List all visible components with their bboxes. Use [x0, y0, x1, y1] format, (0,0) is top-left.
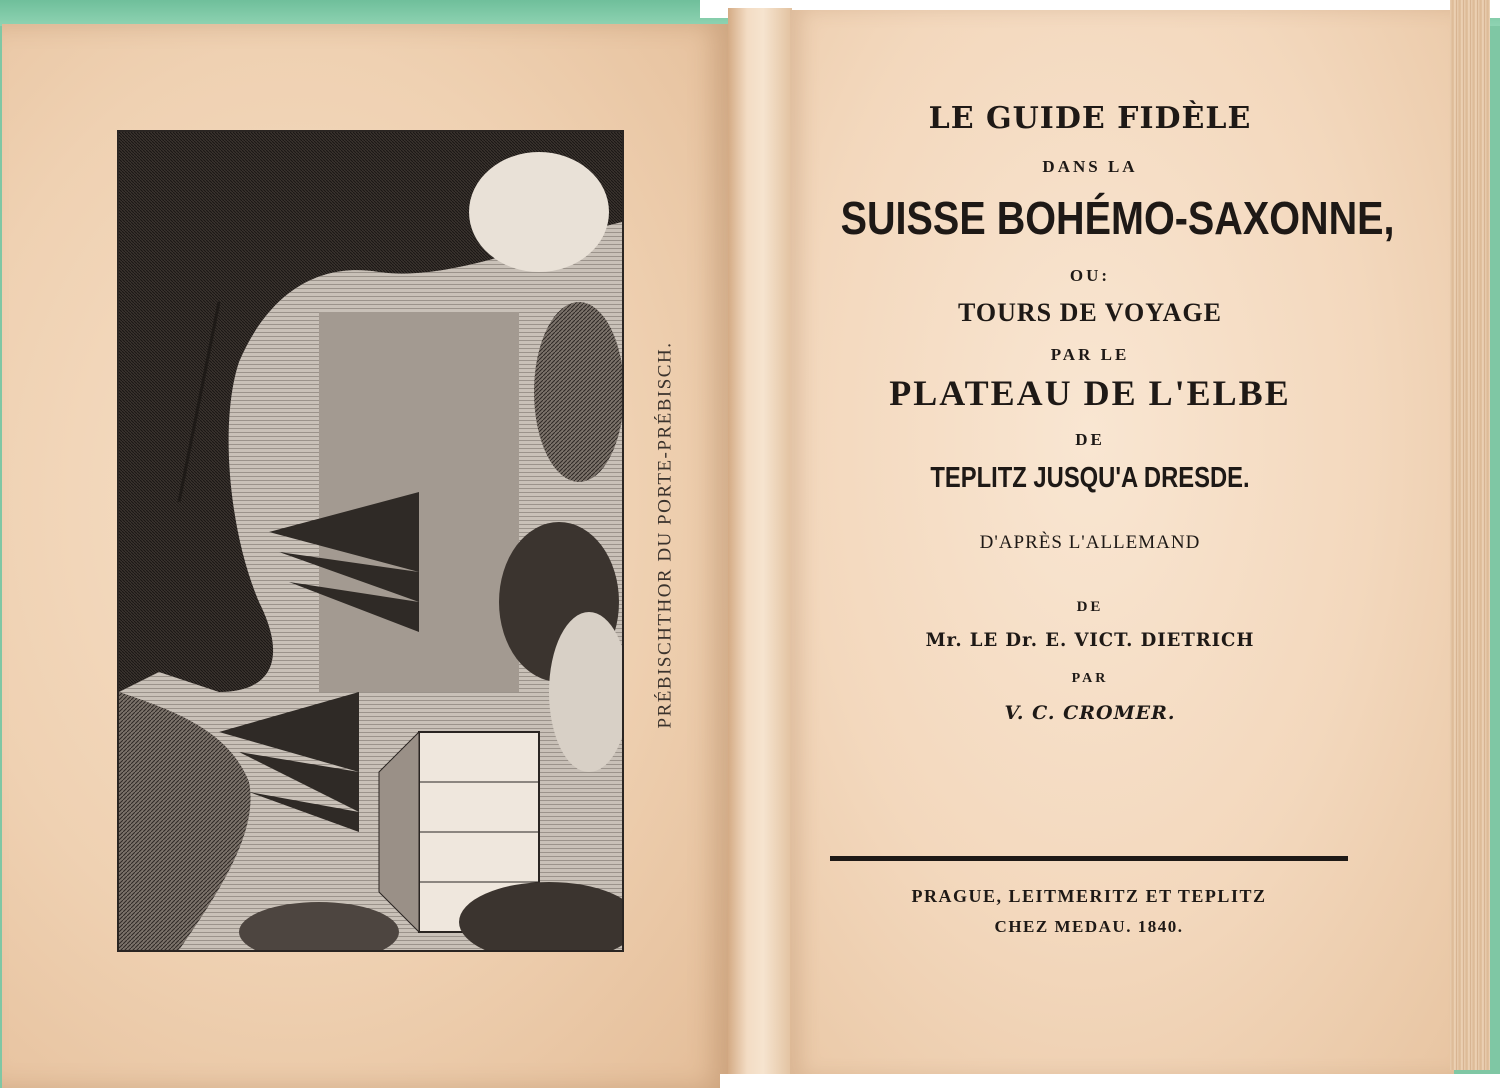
tree-top-right	[469, 152, 609, 272]
title-line-8: DE	[1075, 430, 1105, 449]
imprint	[830, 886, 1348, 937]
horizontal-rule	[830, 856, 1348, 861]
title-line-4: OU:	[1069, 266, 1111, 285]
subtitle: D'APRÈS L'ALLEMAND	[979, 532, 1201, 553]
de-line: DE	[1076, 599, 1104, 615]
page-edges	[1450, 0, 1490, 1070]
book-gutter	[728, 8, 792, 1088]
caption-text: PRÉBISCHTHOR DU PORTE-PRÉBISCH.	[654, 341, 676, 729]
engraving-illustration	[117, 130, 624, 952]
title-line-9: TEPLITZ JUSQU'A DRESDE.	[930, 462, 1250, 494]
imprint-line-1: PRAGUE, LEITMERITZ ET TEPLITZ	[911, 886, 1267, 906]
title-line-6: PAR LE	[1050, 345, 1130, 364]
tree-right-1	[534, 302, 622, 482]
title-line-1: LE GUIDE FIDÈLE	[928, 101, 1252, 136]
imprint-line-2: CHEZ MEDAU. 1840.	[994, 917, 1184, 936]
translator-line: V. C. CROMER.	[1004, 702, 1176, 724]
title-line-3: SUISSE BOHÉMO-SAXONNE,	[840, 192, 1395, 244]
engraving-svg	[119, 132, 622, 950]
title-line-5: TOURS DE VOYAGE	[958, 298, 1222, 327]
background-bottom	[720, 1074, 1500, 1088]
title-line-7: PLATEAU DE L'ELBE	[889, 373, 1291, 413]
illustration-caption	[650, 240, 680, 830]
author-line: Mr. LE Dr. E. VICT. DIETRICH	[925, 629, 1255, 651]
par-line: PAR	[1071, 671, 1109, 686]
title-line-2: DANS LA	[1042, 157, 1138, 176]
title-block	[800, 96, 1395, 724]
